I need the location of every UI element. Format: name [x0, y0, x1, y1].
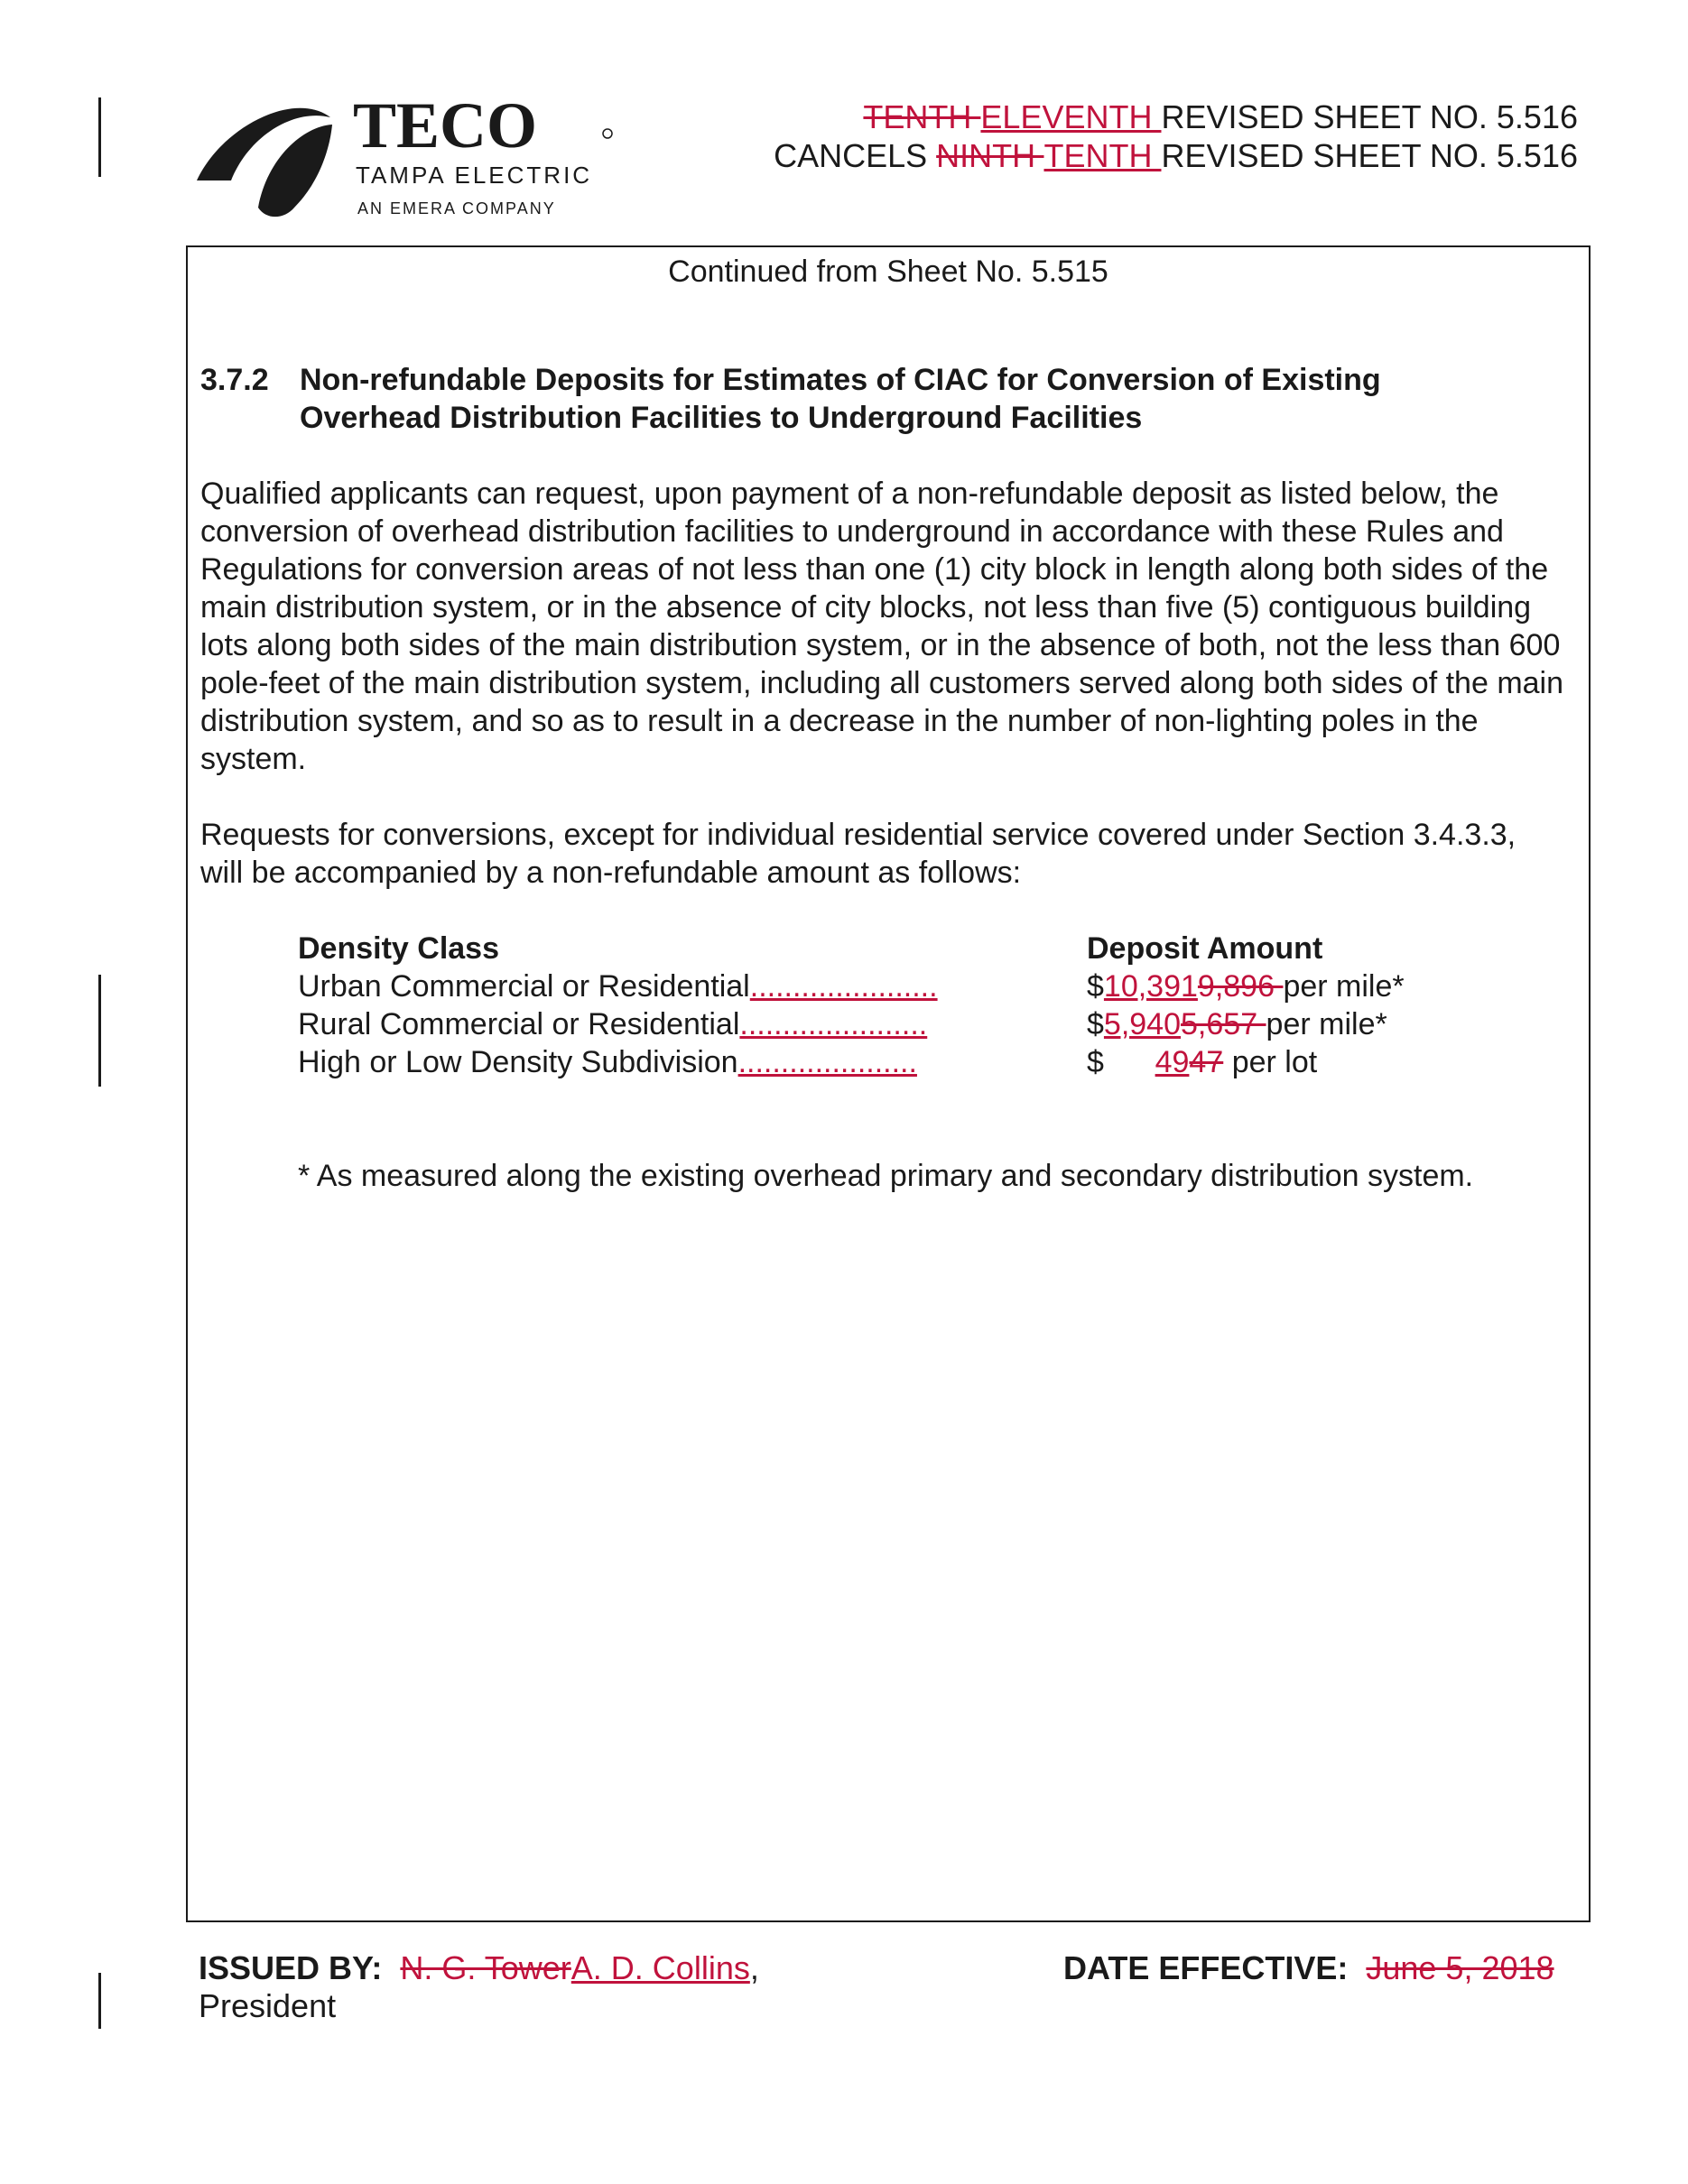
new-amount: 5,940: [1103, 1007, 1182, 1041]
issued-by-label: ISSUED BY:: [199, 1949, 383, 1986]
density-class-header: Density Class: [298, 931, 499, 966]
logo-parent: AN EMERA COMPANY: [357, 199, 556, 217]
sheet-revision-header: [774, 97, 1578, 175]
cancels-prefix: CANCELS: [774, 137, 937, 174]
old-amount: 9,896: [1197, 969, 1284, 1004]
cancels-inserted-text: TENTH: [1043, 137, 1162, 174]
change-bar-table: [98, 975, 101, 1087]
currency-symbol: $: [1087, 1045, 1155, 1079]
amount-unit: per mile*: [1283, 969, 1405, 1004]
section-number: 3.7.2: [200, 363, 269, 397]
revision-deleted-text: TENTH: [863, 98, 981, 135]
cancels-sheet-text: REVISED SHEET NO. 5.516: [1161, 137, 1578, 174]
new-amount: 49: [1155, 1045, 1190, 1079]
density-class-label: High or Low Density Subdivision: [298, 1045, 738, 1079]
currency-symbol: $: [1087, 1007, 1104, 1041]
deposit-amount-header: Deposit Amount: [1087, 931, 1323, 966]
old-amount: 5,657: [1181, 1007, 1266, 1041]
deposit-table: [298, 930, 1471, 1081]
issued-by-deleted-name: N. G. Tower: [400, 1949, 571, 1986]
change-bar-footer: [98, 1973, 101, 2029]
continued-from-note: Continued from Sheet No. 5.515: [668, 254, 1108, 289]
issued-by-comma: ,: [749, 1949, 759, 1986]
issued-by-block: [199, 1949, 759, 2025]
teco-swoosh-icon: [195, 90, 664, 226]
tariff-content-box: [186, 245, 1591, 1922]
density-class-label: Rural Commercial or Residential: [298, 1007, 740, 1041]
amount-unit: per mile*: [1266, 1007, 1387, 1041]
table-row: [298, 967, 1471, 1005]
requests-paragraph: Requests for conversions, except for individual residential service covered under Section 3.4.3.3, will be accompanied by a non-refundable amount as follows:: [200, 818, 1516, 890]
qualification-paragraph: Qualified applicants can request, upon payment of a non-refundable deposit as listed below, the conversion of overhead distribution facilities to underground in accordance with these Rules and Regulations for conversion areas of not less than one (1) city block in length along both sides of the main distribution system, or in the absence of city blocks, not less than five (5) contiguous building lots along both sides of the main distribution system, or in the absence of both, not the less than 600 pole-feet of the main distribution system, including all customers served along both sides of the main distribution system, and so as to result in a decrease in the number of non-lighting poles in the system.: [200, 477, 1564, 776]
new-amount: 10,391: [1103, 969, 1198, 1004]
leader-dots: ......................: [749, 969, 938, 1004]
cancels-deleted-text: NINTH: [936, 137, 1044, 174]
leader-dots: ......................: [739, 1007, 928, 1041]
old-amount: 47: [1189, 1045, 1224, 1079]
logo-company: TAMPA ELECTRIC: [356, 162, 593, 189]
table-row: [298, 1043, 1471, 1081]
date-effective-deleted: June 5, 2018: [1366, 1949, 1554, 1986]
measurement-footnote: * As measured along the existing overhead primary and secondary distribution system.: [298, 1159, 1474, 1193]
revision-inserted-text: ELEVENTH: [980, 98, 1162, 135]
logo-brand: TECO: [353, 90, 538, 162]
revision-line-1: [774, 97, 1578, 136]
teco-logo: [195, 90, 664, 226]
date-effective-block: [1063, 1949, 1554, 1987]
density-class-label: Urban Commercial or Residential: [298, 969, 750, 1004]
deposit-table-header: [298, 930, 1471, 967]
leader-dots: .....................: [737, 1045, 917, 1079]
issued-by-inserted-name: A. D. Collins: [570, 1949, 750, 1986]
revision-sheet-text: REVISED SHEET NO. 5.516: [1161, 98, 1578, 135]
currency-symbol: $: [1087, 969, 1104, 1004]
amount-unit: per lot: [1223, 1045, 1318, 1079]
table-row: [298, 1005, 1471, 1043]
change-bar-header: [98, 97, 101, 177]
revision-line-2: [774, 136, 1578, 175]
issuer-title: President: [199, 1987, 337, 2024]
section-title: Non-refundable Deposits for Estimates of CIAC for Conversion of Existing Overhead Distribution Facilities to Underground Facilities: [300, 363, 1381, 435]
date-effective-label: DATE EFFECTIVE:: [1063, 1949, 1349, 1986]
